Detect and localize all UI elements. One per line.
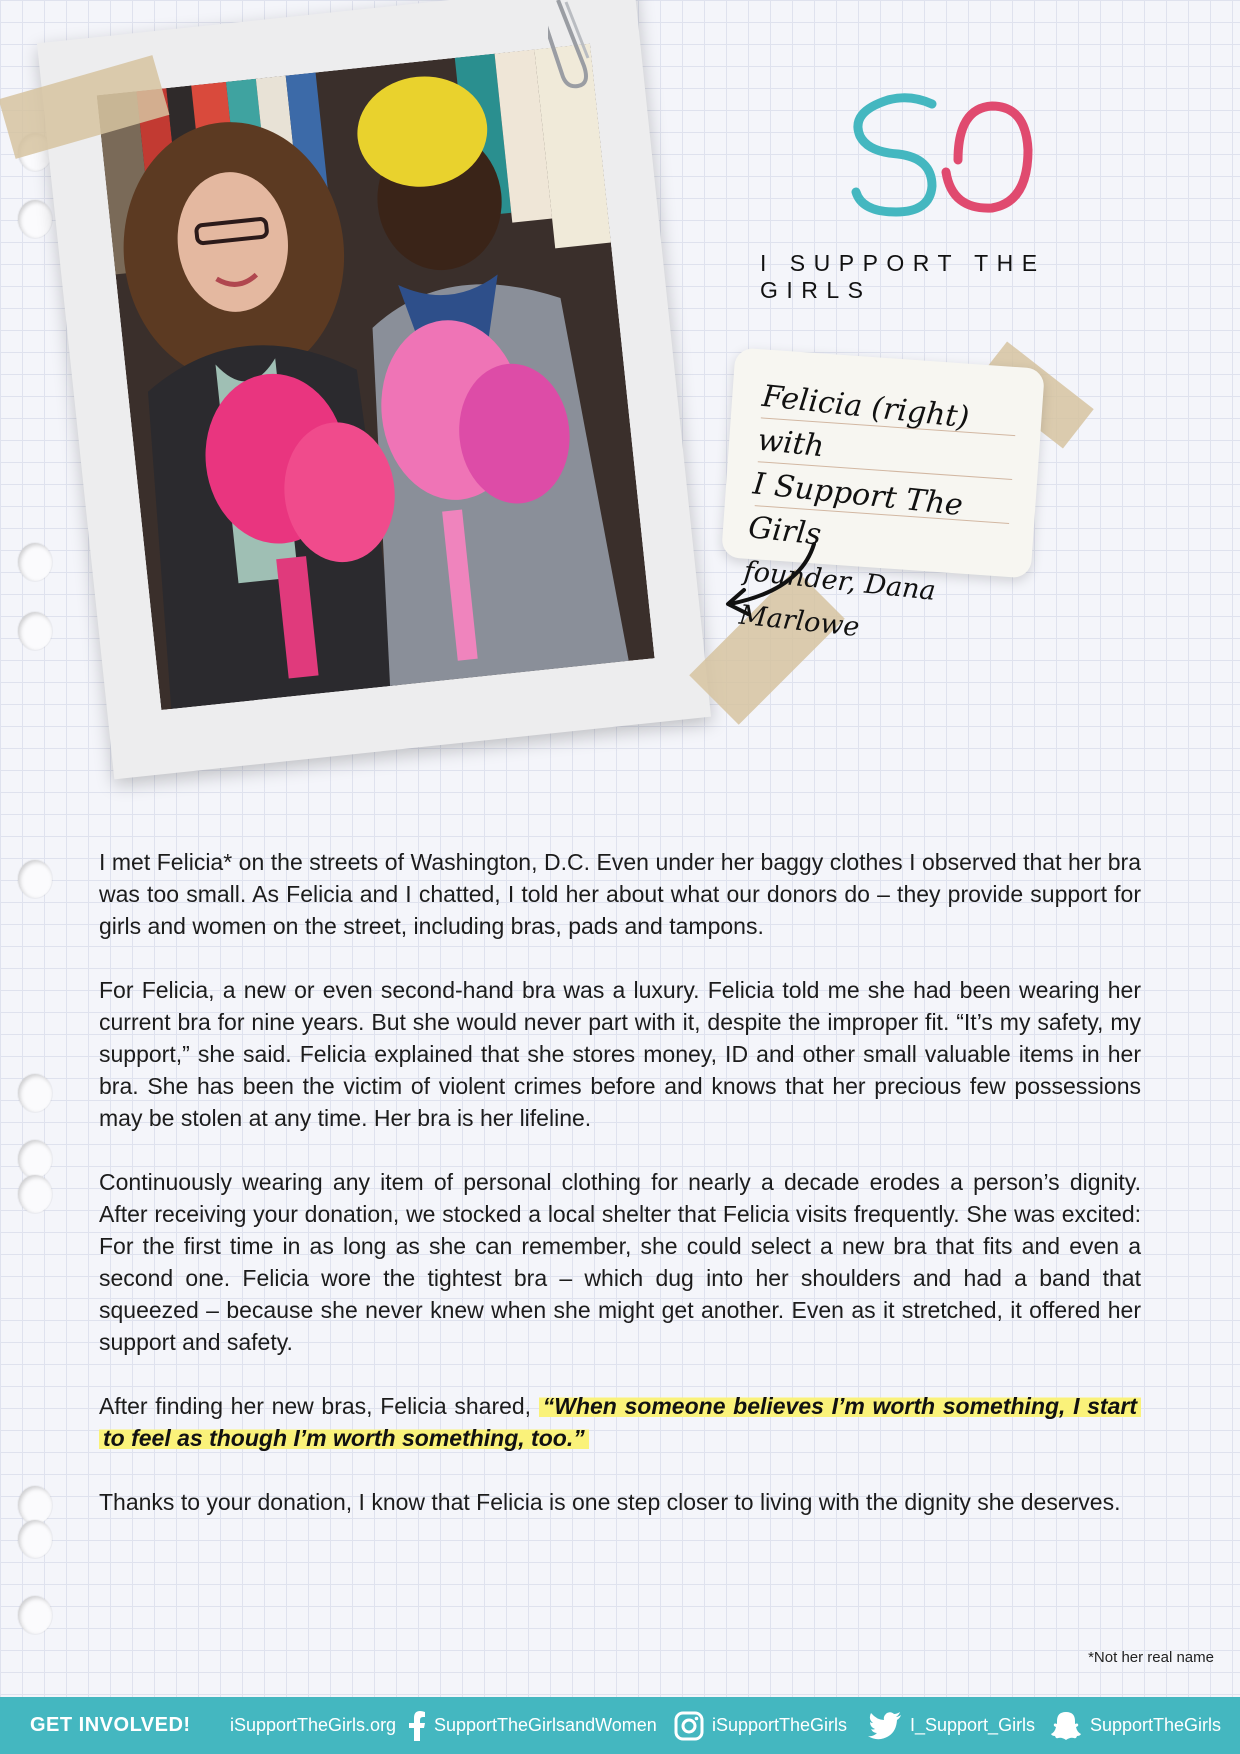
founder-photo: [97, 44, 655, 710]
binder-hole: [18, 1140, 52, 1178]
letter-body: [99, 846, 1141, 1518]
paragraph-1: I met Felicia* on the streets of Washington, D.C. Even under her baggy clothes I observed that her bra was too small. As Felicia and I chatted, I told her about what our donors do – they provide support for girls and women on the street, including bras, pads and tampons.: [99, 849, 1141, 939]
snapchat-icon: [1050, 1710, 1082, 1742]
quote-lead: After finding her new bras, Felicia shared,: [99, 1393, 532, 1419]
logo-mark-icon: [840, 90, 1040, 220]
brand-logo: [760, 90, 1110, 303]
highlighted-quote: “When someone believes I’m worth something, I start to feel as though I’m worth something, too.”: [99, 1393, 1141, 1451]
instagram-link[interactable]: [674, 1697, 847, 1754]
facebook-handle: SupportTheGirlsandWomen: [434, 1715, 657, 1735]
snapchat-handle: SupportTheGirls: [1090, 1715, 1222, 1735]
paperclip-icon: [548, 0, 604, 92]
caption-line: I Support The Girls: [746, 466, 965, 553]
instagram-handle: iSupportTheGirls: [712, 1715, 848, 1735]
brand-name: I SUPPORT THE GIRLS: [760, 250, 1046, 303]
instagram-icon: [674, 1711, 704, 1741]
twitter-icon: [868, 1712, 902, 1740]
binder-hole: [18, 860, 52, 898]
paragraph-5: Thanks to your donation, I know that Felicia is one step closer to living with the dignity she deserves.: [99, 1489, 1121, 1515]
curved-arrow-icon: [720, 540, 820, 620]
caption-line: Felicia (right) with: [755, 378, 971, 465]
footer-bar: [0, 1697, 1240, 1754]
paragraph-3: Continuously wearing any item of personal clothing for nearly a decade erodes a person’s dignity. After receiving your donation, we stocked a local shelter that Felicia visits frequently. She was excited: For the first time in as long as she can remember, she could select a new bra that fits and even a second one. Felicia wore the tightest bra – which dug into her shoulders and had a band that squeezed – because she never knew when she might get another. Even as it stretched, it offered her support and safety.: [99, 1169, 1141, 1355]
twitter-handle: I_Support_Girls: [910, 1715, 1036, 1735]
snapchat-link[interactable]: [1050, 1697, 1221, 1754]
footnote: *Not her real name: [1088, 1649, 1214, 1666]
facebook-icon: [408, 1711, 426, 1741]
binder-hole: [18, 1486, 52, 1524]
get-involved-label: GET INVOLVED!: [30, 1714, 191, 1736]
binder-hole: [18, 200, 52, 238]
caption-text: [737, 375, 1033, 666]
facebook-link[interactable]: [408, 1697, 657, 1754]
twitter-link[interactable]: [868, 1697, 1035, 1754]
binder-hole: [18, 1520, 52, 1558]
binder-hole: [18, 1074, 52, 1112]
binder-hole: [18, 543, 52, 581]
paragraph-4: [99, 1390, 1141, 1454]
paragraph-2: For Felicia, a new or even second-hand bra was a luxury. Felicia told me she had been wearing her current bra for nine years. But she would never part with it, despite the improper fit. “It’s my safety, my support,” she said. Felicia explained that she stores money, ID and other small valuable items in her bra. She has been the victim of violent crimes before and knows that her precious few possessions may be stolen at any time. Her bra is her lifeline.: [99, 977, 1141, 1131]
caption-line: founder, Dana Marlowe: [737, 555, 938, 644]
binder-hole: [18, 1175, 52, 1213]
binder-hole: [18, 1596, 52, 1634]
binder-hole: [18, 612, 52, 650]
website-link[interactable]: iSupportTheGirls.org: [230, 1715, 397, 1735]
